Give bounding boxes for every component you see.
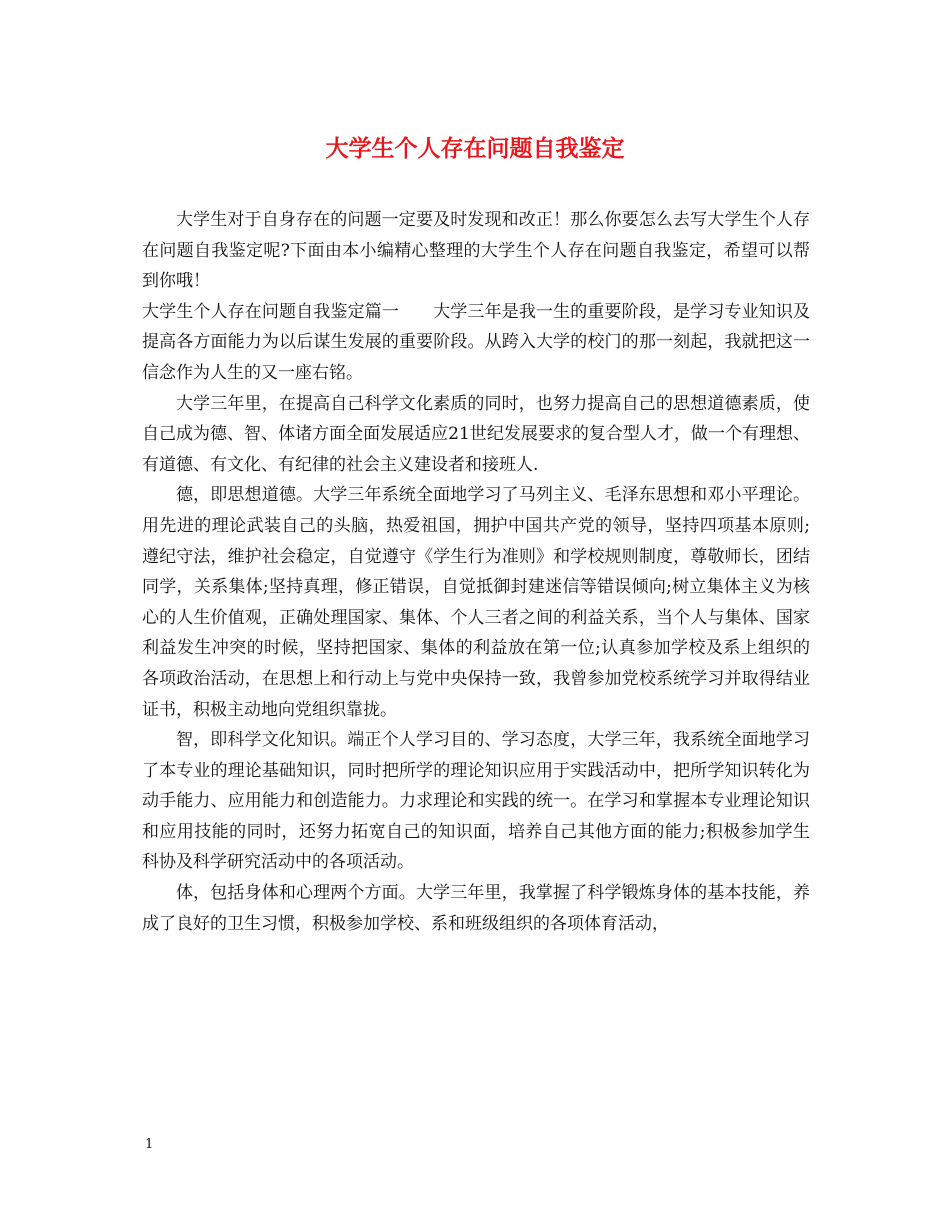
paragraph-intellect: 智，即科学文化知识。端正个人学习目的、学习态度，大学三年，我系统全面地学习了本专业的理论基础知识，同时把所学的理论知识应用于实践活动中，把所学知识转化为动手能力、应用能力和创造能力。力求理论和实践的统一。在学习和掌握本专业理论知识和应用技能的同时，还努力拓宽自己的知识面，培养自己其他方面的能力;积极参加学生科协及科学研究活动中的各项活动。 [142,730,810,873]
document-title: 大学生个人存在问题自我鉴定 [325,135,625,162]
paragraph-section-one: 大学生个人存在问题自我鉴定篇一 大学三年是我一生的重要阶段，是学习专业知识及提高各方面能力为以后谋生发展的重要阶段。从跨入大学的校门的那一刻起，我就把这一信念作为人生的又一座右铭。 [142,301,810,383]
page-number: 1 [145,1137,154,1152]
document-body [142,205,810,939]
paragraph-intro: 大学生对于自身存在的问题一定要及时发现和改正！那么你要怎么去写大学生个人存在问题自我鉴定呢?下面由本小编精心整理的大学生个人存在问题自我鉴定，希望可以帮到你哦！ [142,210,810,292]
paragraph-moral: 德，即思想道德。大学三年系统全面地学习了马列主义、毛泽东思想和邓小平理论。用先进的理论武装自己的头脑，热爱祖国，拥护中国共产党的领导，坚持四项基本原则;遵纪守法，维护社会稳定，自觉遵守《学生行为准则》和学校规则制度，尊敬师长，团结同学，关系集体;坚持真理，修正错误，自觉抵御封建迷信等错误倾向;树立集体主义为核心的人生价值观，正确处理国家、集体、个人三者之间的利益关系，当个人与集体、国家利益发生冲突的时候，坚持把国家、集体的利益放在第一位;认真参加学校及系上组织的各项政治活动，在思想上和行动上与党中央保持一致，我曾参加党校系统学习并取得结业证书，积极主动地向党组织靠拢。 [142,485,810,720]
paragraph-physical: 体，包括身体和心理两个方面。大学三年里，我掌握了科学锻炼身体的基本技能，养成了良好的卫生习惯，积极参加学校、系和班级组织的各项体育活动， [142,883,810,934]
paragraph-three-years: 大学三年里，在提高自己科学文化素质的同时，也努力提高自己的思想道德素质，使自己成为德、智、体诸方面全面发展适应21世纪发展要求的复合型人才，做一个有理想、有道德、有文化、有纪律的社会主义建设者和接班人. [142,393,810,475]
